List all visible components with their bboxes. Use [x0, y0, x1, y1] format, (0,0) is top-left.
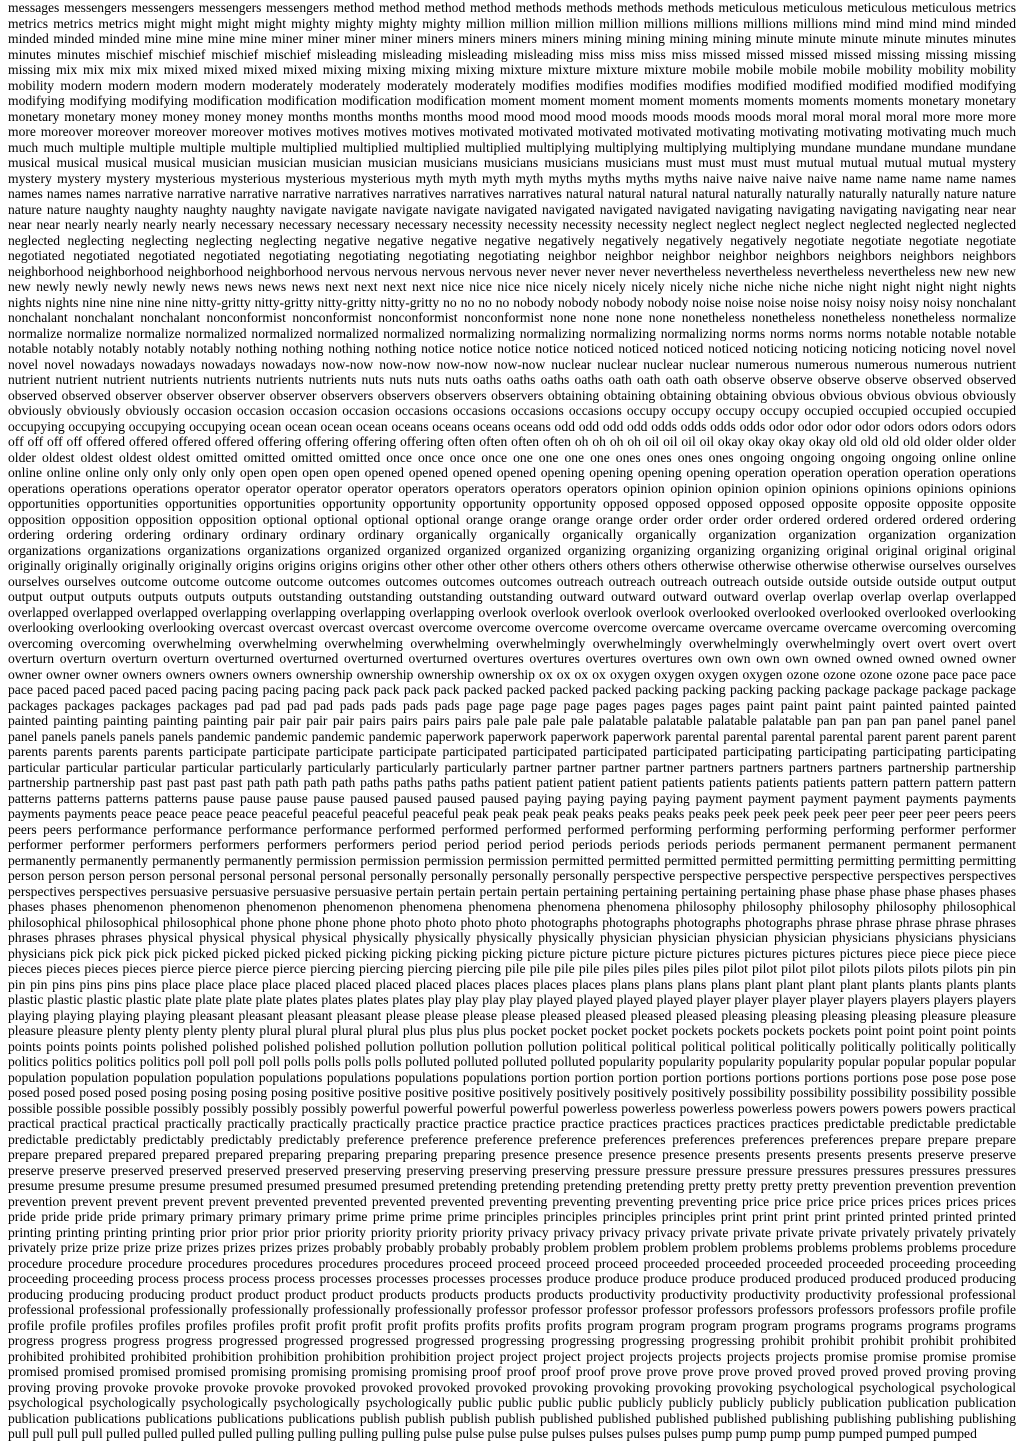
text-line: proving proving provoke provoke provoke provoke provoked provoked provoked provoked provoking provoking provoking provoking psychological psychological psychological [8, 1379, 1016, 1395]
text-line: privately prize prize prize prize prizes prizes prizes prizes probably probably probably probably problem problem problem problem problems problems problems problems procedure [8, 1240, 1016, 1255]
text-line: novel novel nowadays nowadays nowadays nowadays now-now now-now now-now now-now nuclear nuclear nuclear nuclear numerous numerous numerous numerous nutrient [8, 356, 1016, 372]
text-line: mystery mystery mystery mysterious mysterious mysterious mysterious myth myth myth myth myths myths myths myths naive naive naive naive name name name name names [8, 170, 1016, 186]
text-line: particular particular particular particular particularly particularly particularly particularly partner partner partner partner partners partners partners partners partnership partnership [8, 759, 1016, 775]
text-line: politics politics politics politics poll poll poll poll polls polls polls polls polluted polluted polluted polluted popularity popularity popularity popularity popular popular popular popular [8, 1054, 1016, 1069]
text-line: partnership partnership past past past past path path path path paths paths paths paths patient patient patient patient patients patients patients patients pattern pattern pattern pattern [8, 775, 1016, 790]
text-line: organizations organizations organizations organizations organized organized organized organized organizing organizing organizing organizing original original original original [8, 542, 1016, 558]
text-line: painted painting painting painting painting pair pair pair pair pairs pairs pairs pairs pale pale pale pale palatable palatable palatable palatable pan pan pan pan panel panel panel [8, 713, 1016, 728]
text-line: predictable predictably predictably predictably predictably preference preference preference preference preferences preferences preferences preferences prepare prepare prepare [8, 1131, 1016, 1147]
text-line: presume presume presume presume presumed presumed presumed presumed pretending pretending pretending pretending pretty pretty pretty pretty prevention prevention prevention [8, 1178, 1016, 1193]
text-line: possible possible possible possibly possibly possibly possibly powerful powerful powerful powerful powerless powerless powerless powerless powers powers powers powers practical [8, 1100, 1016, 1116]
text-line: pieces pieces pieces pieces pierce pierce pierce pierce piercing piercing piercing piercing pile pile pile pile piles piles piles piles pilot pilot pilot pilot pilots pilots pilots pilots pin pin [8, 961, 1016, 976]
text-line: near near nearly nearly nearly nearly necessary necessary necessary necessary necessity necessity necessity necessity neglect neglect neglect neglect neglected neglected neglected [8, 217, 1016, 232]
text-line: pleasure pleasure plenty plenty plenty plenty plural plural plural plural plus plus plus plus pocket pocket pocket pocket pockets pockets pockets pockets point point point point points [8, 1023, 1016, 1038]
text-line: nutrient nutrient nutrient nutrients nutrients nutrients nutrients nuts nuts nuts nuts oaths oaths oaths oaths oath oath oath oath observe observe observe observe observed observed [8, 372, 1016, 387]
text-line: online online online only only only only open open open open opened opened opened opened opening opening opening opening operation operation operation operation operations [8, 465, 1016, 480]
text-line: overturn overturn overturn overturn overturned overturned overturned overturned overtures overtures overtures overtures own own own own owned owned owned owned owner [8, 651, 1016, 666]
text-line: permanently permanently permanently permanently permission permission permission permission permitted permitted permitted permitted permitting permitting permitting permitting [8, 852, 1016, 868]
text-line: modifying modifying modifying modification modification modification modification moment moment moment moment moments moments moments moments monetary monetary [8, 93, 1016, 108]
text-line: profile profile profiles profiles profiles profiles profit profit profit profit profits profits profits profits program program program program programs programs programs programs [8, 1317, 1016, 1333]
text-line: obviously obviously obviously occasion occasion occasion occasion occasions occasions occasions occasions occupy occupy occupy occupy occupied occupied occupied occupied [8, 403, 1016, 418]
text-line: off off off off offered offered offered offered offering offering offering offering often often often often oh oh oh oh oil oil oil oil okay okay okay okay old old old old older older older [8, 434, 1016, 449]
text-line: nights nights nine nine nine nine nitty-gritty nitty-gritty nitty-gritty nitty-gritty no no no no nobody nobody nobody nobody noise noise noise noise noisy noisy noisy noisy nonchalant [8, 294, 1016, 310]
text-line: pull pull pull pull pulled pulled pulled pulled pulling pulling pulling pulling pulse pulse pulse pulse pulses pulses pulses pulses pump pump pump pump pumped pumped pumped [8, 1426, 977, 1441]
text-line: procedure procedure procedure procedures procedures procedures procedures proceed proceed proceed proceed proceeded proceeded proceeded proceeded proceeding proceeding [8, 1255, 1016, 1271]
text-line: more moreover moreover moreover moreover motives motives motives motives motivated motivated motivated motivated motivating motivating motivating motivating much much [8, 124, 1016, 139]
text-line: pin pin pins pins pins pins place place place place placed placed placed placed places places places places plans plans plans plans plant plant plant plant plants plants plants plants [8, 976, 1016, 992]
text-line: preserve preserve preserved preserved preserved preserved preserving preserving preserving preserving pressure pressure pressure pressure pressures pressures pressures pressures [8, 1162, 1016, 1178]
text-line: overlapped overlapped overlapped overlapping overlapping overlapping overlapping overlook overlook overlook overlook overlooked overlooked overlooked overlooked overlooking [8, 604, 1016, 620]
text-line: mobility modern modern modern modern moderately moderately moderately moderately modifies modifies modifies modifies modified modified modified modified modifying [8, 77, 1016, 93]
text-line: publication publications publications publications publications publish publish publish publish published published published published publishing publishing publishing publishing [8, 1410, 1016, 1426]
text-line: nonchalant nonchalant nonchalant nonconformist nonconformist nonconformist nonconformist none none none none nonetheless nonetheless nonetheless nonetheless normalize [8, 310, 1016, 325]
text-line: older oldest oldest oldest oldest omitted omitted omitted omitted once once once once one one one one ones ones ones ones ongoing ongoing ongoing ongoing online online [8, 449, 1016, 465]
text-line: professional professional professionally professionally professionally professionally professor professor professor professor professors professors professors professors profile profile [8, 1302, 1016, 1317]
text-line: nature nature naughty naughty naughty naughty navigate navigate navigate navigate navigated navigated navigated navigated navigating navigating navigating navigating near near [8, 201, 1016, 217]
text-line: physicians pick pick pick pick picked picked picked picked picking picking picking picking picture picture picture picture pictures pictures pictures pictures piece piece piece piece [8, 945, 1016, 961]
text-line: philosophical philosophical philosophical phone phone phone phone photo photo photo photo photographs photographs photographs photographs phrase phrase phrase phrase phrases [8, 914, 1016, 930]
text-line: posed posed posed posed posing posing posing posing positive positive positive positive positively positively positively positively possibility possibility possibility possibility possible [8, 1085, 1016, 1100]
text-line: observed observed observer observer observer observer observers observers observers observers obtaining obtaining obtaining obtaining obvious obvious obvious obvious obviously [8, 387, 1016, 403]
text-line: prevention prevent prevent prevent prevent prevented prevented prevented prevented preventing preventing preventing preventing price price price price prices prices prices prices [8, 1193, 1016, 1209]
text-line: ourselves ourselves outcome outcome outcome outcome outcomes outcomes outcomes outcomes outreach outreach outreach outreach outside outside outside outside output output [8, 573, 1016, 589]
text-line: peers peers performance performance performance performance performed performed performed performed performing performing performing performing performer performer [8, 821, 1016, 837]
text-line: person person person person personal personal personal personal personally personally personally personally perspective perspective perspective perspective perspectives perspectives [8, 868, 1016, 883]
text-line: producing producing producing product product product product products products products products productivity productivity productivity productivity professional professional [8, 1286, 1016, 1302]
text-line: much much multiple multiple multiple multiple multiplied multiplied multiplied multiplied multiplying multiplying multiplying multiplying mundane mundane mundane mundane [8, 139, 1016, 155]
text-line: neglected neglecting neglecting neglecting neglecting negative negative negative negative negatively negatively negatively negatively negotiate negotiate negotiate negotiate [8, 232, 1016, 248]
text-line: messages messengers messengers messengers messengers method method method method methods methods methods methods meticulous meticulous meticulous meticulous metrics [8, 0, 1016, 15]
text-line: operations operations operations operator operator operator operator operators operators operators operators opinion opinion opinion opinion opinions opinions opinions opinions [8, 480, 1016, 496]
text-line: opportunities opportunities opportunities opportunities opportunity opportunity opportunity opportunity opposed opposed opposed opposed opposite opposite opposite opposite [8, 496, 1016, 511]
text-line: musical musical musical musical musician musician musician musician musicians musicians musicians musicians must must must must mutual mutual mutual mutual mystery [8, 155, 1016, 170]
text-line: owner owner owner owners owners owners owners ownership ownership ownership ownership ox ox ox ox oxygen oxygen oxygen oxygen ozone ozone ozone ozone pace pace pace [8, 666, 1016, 682]
text-line: minutes minutes mischief mischief mischief mischief misleading misleading misleading misleading miss miss miss miss missed missed missed missed missing missing missing [8, 46, 1016, 62]
text-line: printing printing printing printing prior prior prior prior priority priority priority priority privacy privacy privacy privacy private private private private privately privately privately [8, 1224, 1016, 1240]
text-line: patterns patterns patterns patterns pause pause pause pause paused paused paused paused paying paying paying paying payment payment payment payment payments payments [8, 790, 1016, 806]
text-line: neighborhood neighborhood neighborhood neighborhood nervous nervous nervous nervous never never never never nevertheless nevertheless nevertheless nevertheless new new new [8, 263, 1016, 279]
text-line: output output outputs outputs outputs outputs outstanding outstanding outstanding outstanding outward outward outward outward overlap overlap overlap overlap overlapped [8, 589, 1016, 604]
text-line: metrics metrics metrics might might might might mighty mighty mighty mighty million million million million millions millions millions millions mind mind mind mind minded [8, 15, 1016, 31]
text-line: promised promised promised promised promising promising promising promising proof proof proof proof prove prove prove prove proved proved proved proved proving proving [8, 1364, 1016, 1379]
text-line: minded minded minded mine mine mine mine miner miner miner miner miners miners miners miners mining mining mining mining minute minute minute minute minutes minutes [8, 31, 1016, 46]
text-line: monetary monetary money money money money months months months months mood mood mood mood moods moods moods moods moral moral moral moral more more more [8, 108, 1016, 124]
text-line: practical practical practical practically practically practically practically practice practice practice practice practices practices practices practices predictable predictable predictable [8, 1116, 1016, 1131]
text-line: prohibited prohibited prohibited prohibition prohibition prohibition prohibition project project project project projects projects projects projects promise promise promise promise [8, 1348, 1016, 1364]
text-line: names names names narrative narrative narrative narrative narratives narratives narratives narratives natural natural natural natural naturally naturally naturally naturally nature nature [8, 186, 1016, 201]
text-line: psychological psychologically psychologically psychologically psychologically public public public public publicly publicly publicly publicly publication publication publication [8, 1395, 1016, 1410]
text-line: population population population population populations populations populations populations portion portion portion portion portions portions portions portions pose pose pose pose [8, 1069, 1016, 1085]
text-line: pride pride pride pride primary primary primary primary prime prime prime prime principles principles principles principles print print print print printed printed printed printed [8, 1209, 1016, 1224]
text-line: prepare prepared prepared prepared prepared preparing preparing preparing preparing presence presence presence presence presents presents presents presents preserve preserve [8, 1147, 1016, 1162]
text-line: overlooking overlooking overlooking overcast overcast overcast overcast overcome overcome overcome overcome overcame overcame overcame overcame overcoming overcoming [8, 620, 1016, 635]
text-line: parents parents parents parents participate participate participate participate participated participated participated participated participating participating participating participating [8, 744, 1016, 759]
text-line: normalize normalize normalize normalized normalized normalized normalized normalizing normalizing normalizing normalizing norms norms norms norms notable notable notable [8, 325, 1016, 341]
text-line: phrases phrases phrases physical physical physical physical physically physically physically physically physician physician physician physician physicians physicians physicians [8, 930, 1016, 945]
text-line: plastic plastic plastic plastic plate plate plate plate plates plates plates plates play play play play played played played played player player player player players players players players [8, 992, 1016, 1007]
text-line: opposition opposition opposition opposition optional optional optional optional orange orange orange orange order order order order ordered ordered ordered ordered ordering [8, 511, 1016, 527]
text-line: packages packages packages packages pad pad pad pad pads pads pads pads page page page page pages pages pages pages paint paint paint paint painted painted painted [8, 697, 1016, 713]
text-line: ordering ordering ordering ordinary ordinary ordinary ordinary organically organically organically organically organization organization organization organization [8, 527, 1016, 542]
text-line: perspectives perspectives persuasive persuasive persuasive persuasive pertain pertain pertain pertain pertaining pertaining pertaining pertaining phase phase phase phase phases phases [8, 883, 1016, 899]
text-line: performer performer performers performers performers performers period period period period periods periods periods periods permanent permanent permanent permanent [8, 837, 1016, 852]
text-line: overcoming overcoming overwhelming overwhelming overwhelming overwhelming overwhelmingly overwhelmingly overwhelmingly overwhelmingly overt overt overt overt [8, 635, 1016, 651]
text-line: missing mix mix mix mix mixed mixed mixed mixed mixing mixing mixing mixing mixture mixture mixture mixture mobile mobile mobile mobile mobility mobility mobility [8, 62, 1016, 77]
text-line: proceeding proceeding process process process process processes processes processes processes produce produce produce produce produced produced produced produced producing [8, 1271, 1016, 1286]
text-line: playing playing playing playing pleasant pleasant pleasant pleasant please please please please pleased pleased pleased pleased pleasing pleasing pleasing pleasing pleasure pleasure [8, 1007, 1016, 1023]
text-line: new newly newly newly newly news news news news next next next next nice nice nice nice nicely nicely nicely nicely niche niche niche niche night night night night nights [8, 279, 1016, 294]
text-line: progress progress progress progress progressed progressed progressed progressed progressing progressing progressing progressing prohibit prohibit prohibit prohibit prohibited [8, 1333, 1016, 1348]
text-line: originally originally originally originally origins origins origins origins other other other other others others others others otherwise otherwise otherwise otherwise ourselves ourselves [8, 558, 1016, 573]
text-line: points points points points polished polished polished polished pollution pollution pollution pollution political political political political politically politically politically politically [8, 1038, 1016, 1054]
text-line: payments payments peace peace peace peace peaceful peaceful peaceful peaceful peak peak peak peak peaks peaks peaks peaks peek peek peek peek peer peer peer peer peers peers [8, 806, 1016, 821]
text-line: notable notably notably notably notably nothing nothing nothing nothing notice notice notice notice noticed noticed noticed noticed noticing noticing noticing noticing novel novel [8, 341, 1016, 356]
text-line: negotiated negotiated negotiated negotiated negotiating negotiating negotiating negotiating neighbor neighbor neighbor neighbor neighbors neighbors neighbors neighbors [8, 248, 1016, 263]
text-line: phases phases phenomenon phenomenon phenomenon phenomenon phenomena phenomena phenomena phenomena philosophy philosophy philosophy philosophy philosophical [8, 899, 1016, 914]
text-line: occupying occupying occupying occupying ocean ocean ocean ocean oceans oceans oceans oceans odd odd odd odd odds odds odds odds odor odor odor odor odors odors odors odors [8, 418, 1016, 434]
text-line: pace paced paced paced paced pacing pacing pacing pacing pack pack pack pack packed packed packed packed packing packing packing packing package package package package [8, 682, 1016, 697]
text-line: panel panels panels panels panels pandemic pandemic pandemic pandemic paperwork paperwork paperwork paperwork parental parental parental parental parent parent parent parent [8, 728, 1016, 744]
